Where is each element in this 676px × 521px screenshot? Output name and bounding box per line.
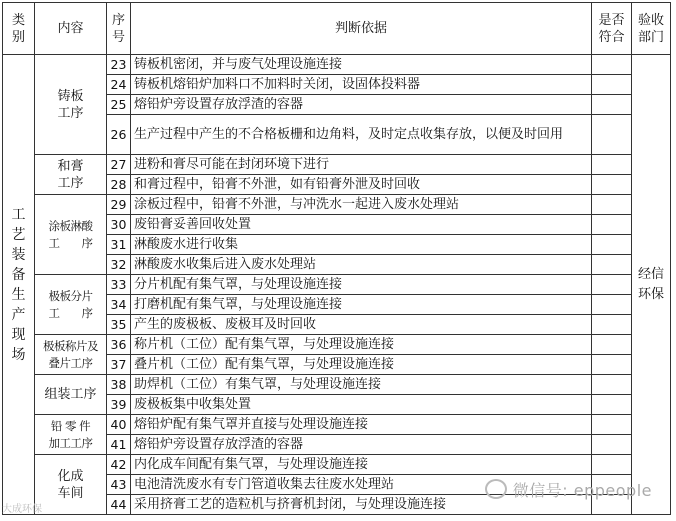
conform-cell	[592, 275, 632, 295]
basis-text: 进粉和膏尽可能在封闭环境下进行	[131, 155, 592, 175]
header-seq: 序 号	[107, 3, 131, 55]
conform-cell	[592, 435, 632, 455]
conform-cell	[592, 415, 632, 435]
table-row	[3, 335, 671, 355]
row-number: 29	[107, 195, 131, 215]
conform-cell	[592, 255, 632, 275]
row-number: 28	[107, 175, 131, 195]
conform-cell	[592, 375, 632, 395]
conform-cell	[592, 315, 632, 335]
group-name-cell: 铸板 工序	[35, 55, 107, 155]
table-row	[3, 195, 671, 215]
row-number: 43	[107, 475, 131, 495]
row-number: 34	[107, 295, 131, 315]
basis-text: 产生的废极板、废极耳及时回收	[131, 315, 592, 335]
table-row	[3, 275, 671, 295]
header-category: 类 别	[3, 3, 35, 55]
header-conform: 是否 符合	[592, 3, 632, 55]
row-number: 42	[107, 455, 131, 475]
row-number: 27	[107, 155, 131, 175]
basis-text: 打磨机配有集气罩，与处理设施连接	[131, 295, 592, 315]
row-number: 30	[107, 215, 131, 235]
group-name-cell: 组装工序	[35, 375, 107, 415]
conform-cell	[592, 355, 632, 375]
basis-text: 称片机（工位）配有集气罩，与处理设施连接	[131, 335, 592, 355]
row-number: 40	[107, 415, 131, 435]
table-row	[3, 155, 671, 175]
header-row	[3, 3, 671, 55]
basis-text: 助焊机（工位）有集气罩，与处理设施连接	[131, 375, 592, 395]
row-number: 33	[107, 275, 131, 295]
row-number: 23	[107, 55, 131, 75]
watermark-left: 大成环保	[2, 504, 42, 515]
basis-text: 熔铅炉旁设置存放浮渣的容器	[131, 95, 592, 115]
conform-cell	[592, 55, 632, 75]
basis-text: 废铅膏妥善回收处置	[131, 215, 592, 235]
conform-cell	[592, 195, 632, 215]
conform-cell	[592, 75, 632, 95]
row-number: 32	[107, 255, 131, 275]
group-name-cell: 化成 车间	[35, 455, 107, 515]
conform-cell	[592, 295, 632, 315]
dept-cell: 经信 环保	[632, 55, 671, 515]
group-name-cell: 涂板淋酸 工 序	[35, 195, 107, 275]
watermark	[485, 478, 652, 501]
header-content: 内容	[35, 3, 107, 55]
row-number: 25	[107, 95, 131, 115]
row-number: 35	[107, 315, 131, 335]
row-number: 44	[107, 495, 131, 515]
group-name-cell: 铅 零 件 加工工序	[35, 415, 107, 455]
row-number: 38	[107, 375, 131, 395]
conform-cell	[592, 335, 632, 355]
basis-text: 电池清洗废水有专门管道收集去往废水处理站	[131, 475, 592, 495]
group-name-cell: 极板分片 工 序	[35, 275, 107, 335]
basis-text: 分片机配有集气罩，与处理设施连接	[131, 275, 592, 295]
row-number: 26	[107, 115, 131, 155]
conform-cell	[592, 235, 632, 255]
basis-text: 熔铅炉配有集气罩并直接与处理设施连接	[131, 415, 592, 435]
basis-text: 铸板机密闭，并与废气处理设施连接	[131, 55, 592, 75]
table-row	[3, 375, 671, 395]
watermark-text: 微信号: eppeople	[512, 481, 652, 500]
conform-cell	[592, 455, 632, 475]
conform-cell	[592, 95, 632, 115]
basis-text: 废极板集中收集处置	[131, 395, 592, 415]
conform-cell	[592, 395, 632, 415]
row-number: 36	[107, 335, 131, 355]
table-row	[3, 455, 671, 475]
basis-text: 生产过程中产生的不合格板栅和边角料，及时定点收集存放，以便及时回用	[131, 115, 592, 155]
basis-text: 铸板机熔铅炉加料口不加料时关闭，设固体投料器	[131, 75, 592, 95]
row-number: 31	[107, 235, 131, 255]
row-number: 41	[107, 435, 131, 455]
table-row	[3, 415, 671, 435]
conform-cell	[592, 155, 632, 175]
basis-text: 叠片机（工位）配有集气罩，与处理设施连接	[131, 355, 592, 375]
category-cell: 工 艺 装 备 生 产 现 场	[3, 55, 35, 515]
conform-cell	[592, 115, 632, 155]
group-name-cell: 和膏 工序	[35, 155, 107, 195]
basis-text: 淋酸废水收集后进入废水处理站	[131, 255, 592, 275]
basis-text: 淋酸废水进行收集	[131, 235, 592, 255]
basis-text: 内化成车间配有集气罩，与处理设施连接	[131, 455, 592, 475]
conform-cell	[592, 175, 632, 195]
basis-text: 熔铅炉旁设置存放浮渣的容器	[131, 435, 592, 455]
header-basis: 判断依据	[131, 3, 592, 55]
row-number: 24	[107, 75, 131, 95]
inspection-table	[2, 2, 671, 515]
header-dept: 验收 部门	[632, 3, 671, 55]
basis-text: 采用挤膏工艺的造粒机与挤膏机封闭，与处理设施连接	[131, 495, 592, 515]
conform-cell	[592, 215, 632, 235]
basis-text: 和膏过程中，铅膏不外泄，如有铅膏外泄及时回收	[131, 175, 592, 195]
basis-text: 涂板过程中，铅膏不外泄，与冲洗水一起进入废水处理站	[131, 195, 592, 215]
table-row	[3, 55, 671, 75]
group-name-cell: 极板称片及 叠片工序	[35, 335, 107, 375]
row-number: 39	[107, 395, 131, 415]
row-number: 37	[107, 355, 131, 375]
wechat-icon	[485, 479, 507, 499]
table-body	[3, 3, 671, 515]
